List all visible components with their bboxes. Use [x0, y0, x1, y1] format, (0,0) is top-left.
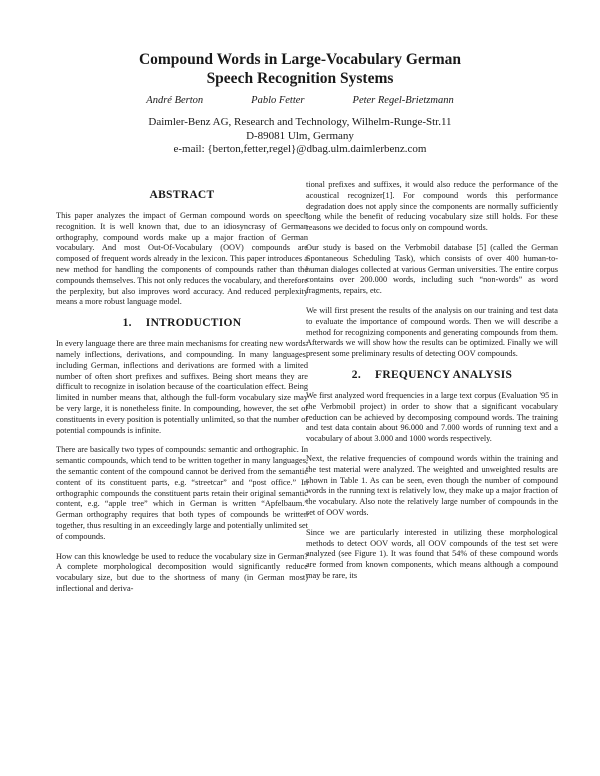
abstract-heading: ABSTRACT [149, 189, 215, 201]
intro-paragraph-3: How can this knowledge be used to reduce the vocabulary size in German? A complete morphological decomposition would significantly reduce vocabulary size, but due to the shortness of many (in German most) inflectional and deriva- [56, 551, 308, 593]
author-list [60, 95, 540, 106]
section-number: 1. [122, 317, 132, 330]
title-line-2: Speech Recognition Systems [206, 70, 394, 87]
freq-paragraph-2: Next, the relative frequencies of compound words within the training and the test material were analyzed. The weighted and unweighted results are shown in Table 1. As can be seen, even though the number of compound words in the running text is relatively low, they make up a major fraction of the vocabulary. Also note the relatively large number of compounds in the set of OOV words. [306, 453, 558, 517]
intro-paragraph-5: Our study is based on the Verbmobil database [5] (called the German Spontaneous Scheduling Task), which consists of over 400 human-to-human dialoges collected at various German universities. The entire corpus contains over 200.000 words, including such “non-words” as word fragments, repairs, etc. [306, 242, 558, 296]
section-number: 2. [351, 368, 362, 381]
paper-title [60, 50, 540, 88]
right-column [306, 180, 558, 591]
title-line-1: Compound Words in Large-Vocabulary German [138, 51, 462, 68]
freq-paragraph-1: We first analyzed word frequencies in a large text corpus (Evaluation '95 in the Verbmobil project) in order to show that a significant vocabulary reduction can be achieved by decomposing compound words. The training and test data contain about 96.000 and 7.000 words of running text and a vocabulary of about 3.000 and 1000 words respectively. [306, 390, 558, 444]
intro-paragraph-6: We will first present the results of the analysis on our training and test data to evaluate the importance of compound words. Then we will describe a method for recognizing components and generating compounds from them. Afterwards we will show how the results can be optimized. Finally we will present some preliminary results of detecting OOV compounds. [306, 305, 558, 359]
intro-paragraph-2: There are basically two types of compounds: semantic and orthographic. In semantic compounds, which tend to be written together in many languages, the semantic content of the compound cannot be derived from the semantic content of its constituent parts, e.g. “streetcar” and “post office.” In orthographic compounds the constituent parts retain their original semantic content, e.g. “apple tree” which in German is written “Apfelbaum.” German orthography requires that both types of compounds be written together, thus resulting in an exceedingly large and potentially unlimited set of compounds. [56, 445, 308, 541]
section-title: INTRODUCTION [145, 317, 242, 330]
intro-paragraph-1: In every language there are three main mechanisms for creating new words: namely inflections, derivations, and compounding. In many languages, including German, inflections and derivations are formed with a limited number of often short prefixes and suffixes. Being short means they are difficult to recognize in isolation because of the coarticulation effect. Being limited in number means that, although the full-form vocabulary size may be very large, it is nonetheless finite. In compounding, however, the set of constituents in every position is potentially unlimited, so that the number of potential compounds is infinite. [56, 339, 308, 435]
affiliation-line-1: Daimler-Benz AG, Research and Technology, Wilhelm-Runge-Str.11 [148, 116, 452, 128]
author-berton: André Berton [146, 95, 204, 106]
author-regel-brietzmann: Peter Regel-Brietzmann [352, 95, 454, 106]
affiliation-line-2: D-89081 Ulm, Germany [246, 129, 354, 142]
left-column [56, 185, 308, 604]
intro-paragraph-4: tional prefixes and suffixes, it would also reduce the performance of the acoustical recognizer[1]. For compound words this performance degradation does not apply since the components are normally sufficiently long while the benefit of reducing vocabulary size still holds. For these reasons we decided to focus only on compound words. [306, 180, 558, 233]
abstract-text: This paper analyzes the impact of German compound words on speech recognition. It is well known that, due to an idiosyncrasy of German orthography, compound words make up a major fraction of German vocabulary. And most Out-Of-Vocabulary (OOV) compounds are composed of frequent words already in the lexicon. This paper introduces a new method for handling the components of compounds rather than the compounds themselves. This not only reduces the vocabulary, and therefore the perplexity, but also improves word accuracy. And reduced perplexity means a more robust language model. [56, 211, 308, 307]
section-title: FREQUENCY ANALYSIS [375, 368, 513, 381]
affiliation-email: e-mail: {berton,fetter,regel}@dbag.ulm.daimlerbenz.com [173, 143, 427, 155]
frequency-analysis-heading [306, 369, 558, 382]
introduction-heading [56, 317, 308, 330]
affiliation [60, 116, 540, 157]
author-fetter: Pablo Fetter [251, 95, 305, 106]
freq-paragraph-3: Since we are particularly interested in utilizing these morphological methods to detect OOV words, all OOV compounds of the test set were analyzed (see Figure 1). It was found that 54% of these compound words are formed from known components, which means although a compound may be rare, its [306, 527, 558, 580]
